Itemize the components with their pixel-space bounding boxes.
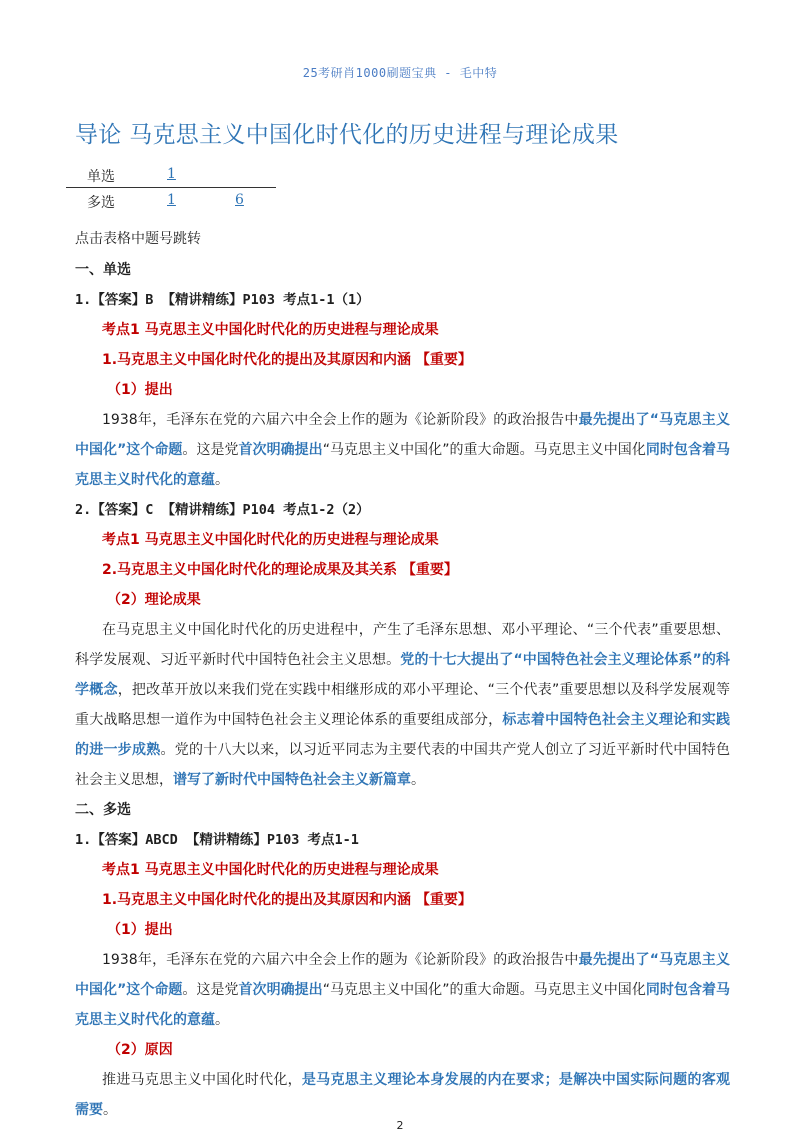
text: 推进马克思主义中国化时代化，: [102, 1072, 302, 1088]
highlight: 谱写了新时代中国特色社会主义新篇章: [173, 772, 411, 788]
text: 。党的十八大以来，以习近平同志为主要代表的中国共产党人创立了习近平新时代中国特色社会主义思想，: [75, 742, 730, 788]
chapter-title: 导论 马克思主义中国化时代化的历史进程与理论成果: [75, 122, 619, 148]
toc-row-single: [66, 162, 276, 188]
highlight: 同时包含着马克思主义时代化的意蕴: [75, 442, 731, 488]
text: 。这是党: [182, 982, 239, 998]
paragraph: [75, 1065, 730, 1125]
kaodian-heading: 考点1 马克思主义中国化时代化的历史进程与理论成果: [102, 532, 439, 548]
answer-content: [75, 255, 730, 1125]
text: “马克思主义中国化”的重大命题。马克思主义中国化: [322, 442, 646, 458]
paragraph: [75, 615, 730, 795]
question-index-table: [66, 162, 276, 216]
highlight: 同时包含着马克思主义时代化的意蕴: [75, 982, 731, 1028]
highlight: 最先提出了“马克思主义中国化”这个命题: [75, 412, 730, 458]
text: 在马克思主义中国化时代化的历史进程中，产生了毛泽东思想、邓小平理论、“三个代表”重要思想、科学发展观、习近平新时代中国特色社会主义思想。: [75, 622, 730, 668]
kaodian-heading: 考点1 马克思主义中国化时代化的历史进程与理论成果: [102, 322, 439, 338]
text: 1938年，毛泽东在党的六届六中全会上作的题为《论新阶段》的政治报告中: [102, 412, 579, 428]
text: 。这是党: [182, 442, 239, 458]
subtopic-heading: （2）原因: [107, 1042, 173, 1058]
highlight: 党的十七大提出了“中国特色社会主义理论体系”的科学概念: [75, 652, 730, 698]
answer-line-q2: 2.【答案】C 【精讲精练】P104 考点1-2（2）: [75, 502, 370, 518]
text: 。: [215, 472, 229, 488]
paragraph: [75, 945, 730, 1035]
kaodian-heading: 考点1 马克思主义中国化时代化的历史进程与理论成果: [102, 862, 439, 878]
jump-hint: 点击表格中题号跳转: [75, 231, 201, 247]
running-header: 25考研肖1000刷题宝典 - 毛中特: [302, 66, 498, 80]
subtopic-heading: （1）提出: [107, 382, 173, 398]
subtopic-heading: （1）提出: [107, 922, 173, 938]
section-heading-single: 一、单选: [75, 262, 131, 278]
subtopic-heading: （2）理论成果: [107, 592, 201, 608]
page-number: 2: [396, 1119, 404, 1132]
text: “马克思主义中国化”的重大命题。马克思主义中国化: [322, 982, 646, 998]
text: 。: [411, 772, 425, 788]
highlight: 最先提出了“马克思主义中国化”这个命题: [75, 952, 730, 998]
section-heading-multi: 二、多选: [75, 802, 131, 818]
answer-line-q1: 1.【答案】B 【精讲精练】P103 考点1-1（1）: [75, 292, 370, 308]
topic-heading: 1.马克思主义中国化时代化的提出及其原因和内涵 【重要】: [102, 892, 472, 908]
text: 。: [215, 1012, 229, 1028]
text: 1938年，毛泽东在党的六届六中全会上作的题为《论新阶段》的政治报告中: [102, 952, 579, 968]
highlight: 首次明确提出: [238, 982, 323, 998]
answer-line-m1: 1.【答案】ABCD 【精讲精练】P103 考点1-1: [75, 832, 359, 848]
topic-heading: 2.马克思主义中国化时代化的理论成果及其关系 【重要】: [102, 562, 458, 578]
highlight: 是马克思主义理论本身发展的内在要求；是解决中国实际问题的客观需要: [75, 1072, 730, 1118]
toc-link-multi-6[interactable]: 6: [235, 192, 244, 208]
toc-label-multi: 多选: [87, 195, 115, 211]
toc-link-single-1[interactable]: 1: [167, 166, 176, 182]
toc-link-multi-1[interactable]: 1: [167, 192, 176, 208]
topic-heading: 1.马克思主义中国化时代化的提出及其原因和内涵 【重要】: [102, 352, 472, 368]
paragraph: [75, 405, 730, 495]
highlight: 首次明确提出: [238, 442, 323, 458]
highlight: 标志着中国特色社会主义理论和实践的进一步成熟: [75, 712, 731, 758]
text: 。: [103, 1102, 117, 1118]
toc-row-multi: [66, 188, 276, 216]
toc-label-single: 单选: [87, 169, 115, 185]
text: ，把改革开放以来我们党在实践中相继形成的邓小平理论、“三个代表”重要思想以及科学发展观等重大战略思想一道作为中国特色社会主义理论体系的重要组成部分，: [75, 682, 730, 728]
